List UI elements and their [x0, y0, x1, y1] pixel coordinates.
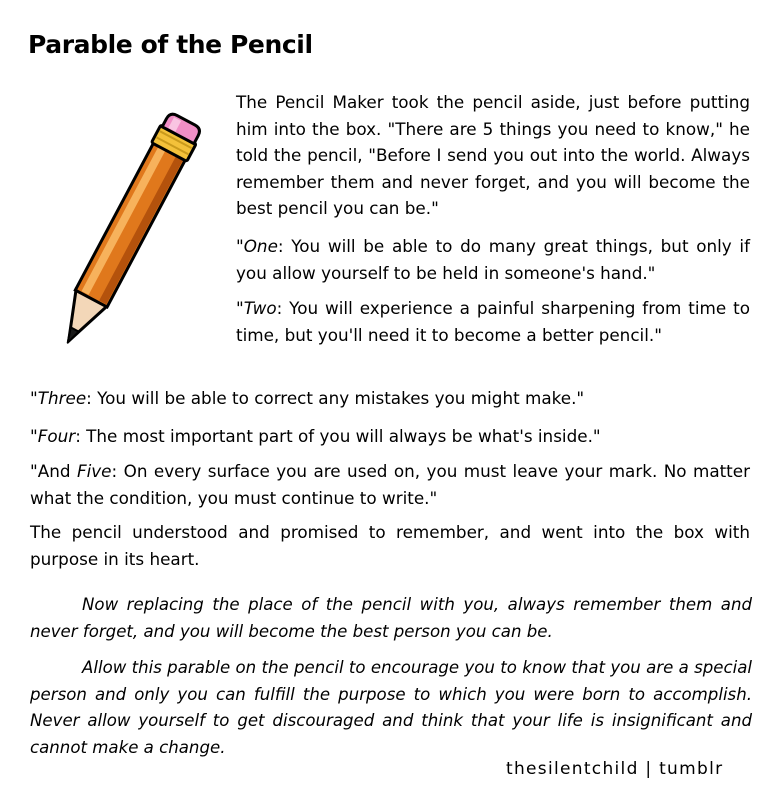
credit-text: thesilentchild | tumblr — [506, 759, 724, 779]
understood-paragraph: The pencil understood and promised to remember, and went into the box with purpose in its heart. — [30, 522, 750, 569]
rule-four-paragraph: "Four: The most important part of you will always be what's inside." — [30, 426, 601, 446]
rule-one-paragraph: "One: You will be able to do many great things, but only if you allow yourself to be held in someone's hand." — [236, 236, 750, 283]
rule-three-label: Three — [37, 388, 87, 408]
rule-two-paragraph: "Two: You will experience a painful sharpening from time to time, but you'll need it to become a better pencil." — [236, 298, 750, 345]
page-title: Parable of the Pencil — [28, 30, 313, 59]
rule-four-label: Four — [37, 426, 76, 446]
rule-one-label: One — [243, 236, 278, 256]
rule-four-text: : The most important part of you will always be what's inside." — [75, 426, 601, 446]
rule-one-text: : You will be able to do many great things, but only if you allow yourself to be held in someone's hand." — [236, 236, 750, 283]
rule-five-paragraph — [30, 458, 750, 511]
rule-three-paragraph: "Three: You will be able to correct any mistakes you might make." — [30, 388, 585, 408]
allow-paragraph: Allow this parable on the pencil to encourage you to know that you are a special person and only you can fulfill the purpose to which you were born to accomplish. Never allow yourself to get discouraged and think that your life is insignificant and cannot make a change. — [30, 658, 752, 757]
rule-five-label: Five — [76, 461, 112, 481]
rule-two-label: Two — [243, 298, 277, 318]
rule-three-text: : You will be able to correct any mistakes you might make." — [86, 388, 585, 408]
pencil-icon — [40, 105, 210, 365]
rule-five-text: : On every surface you are used on, you must leave your mark. No matter what the condition, you must continue to write." — [30, 461, 750, 508]
rule-two-text: : You will experience a painful sharpening from time to time, but you'll need it to become a better pencil." — [236, 298, 750, 345]
rule-five-prefix: "And — [30, 461, 77, 481]
replacing-paragraph: Now replacing the place of the pencil with you, always remember them and never forget, and you will become the best person you can be. — [30, 595, 752, 641]
intro-paragraph: The Pencil Maker took the pencil aside, just before putting him into the box. "There are 5 things you need to know," he told the pencil, "Before I send you out into the world. Always remember them and never forget, and you will become the best pencil you can be." — [236, 92, 750, 218]
